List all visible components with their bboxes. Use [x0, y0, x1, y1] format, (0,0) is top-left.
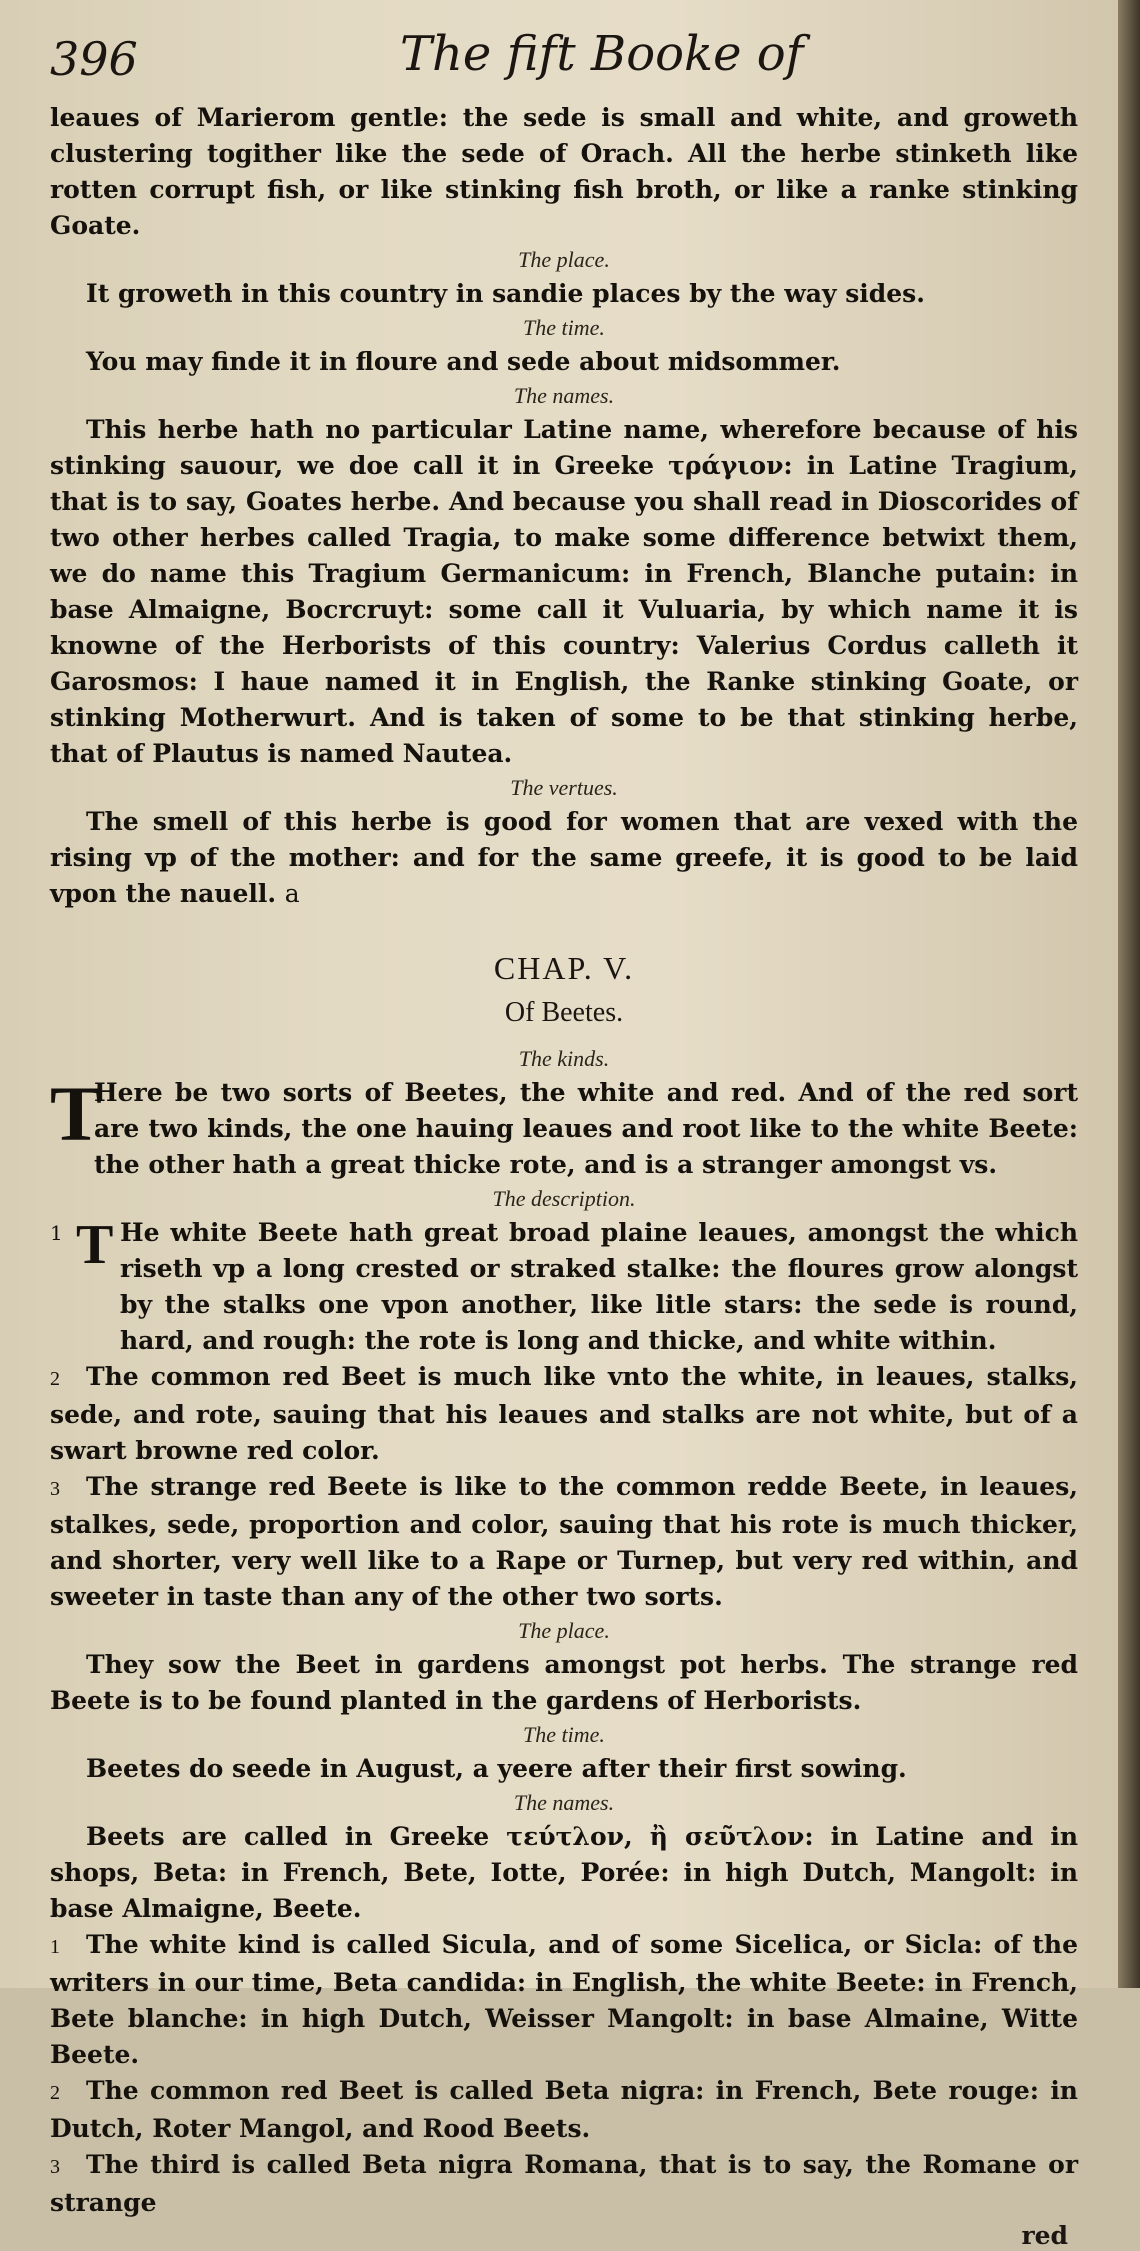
- chapter-title: Of Beetes.: [504, 997, 624, 1028]
- names-2-number: 2: [50, 2082, 60, 2104]
- chapter-label: CHAP. V.: [493, 950, 635, 986]
- chap-names-text: Beets are called in Greeke τεύτλον, ἢ σεῦτλον: in Latine and in shops, Beta: in French, Bete, Iotte, Porée: in high Dutch, Mangolt: in base Almaigne, Beete.: [50, 1822, 1078, 1923]
- names-3: [50, 2147, 1078, 2221]
- chap-names-heading: The names.: [513, 1790, 615, 1815]
- vertues-heading: The vertues.: [510, 775, 618, 800]
- names-1-text: The white kind is called Sicula, and of some Sicelica, or Sicla: of the writers in our time, Beta candida: in English, the white Beete: in French, Bete blanche: in high Dutch, Weisser Mangolt: in base Almaine, Witte Beete.: [50, 1930, 1078, 2069]
- chap-time-heading: The time.: [523, 1722, 605, 1747]
- names-heading: The names.: [513, 383, 615, 408]
- place-text: It groweth in this country in sandie places by the way sides.: [86, 279, 925, 308]
- time-text: You may finde it in floure and sede about midsommer.: [86, 347, 841, 376]
- section-intro: leaues of Marierom gentle: the sede is small and white, and groweth clustering togither like the sede of Orach. All the herbe stinketh like rotten corrupt fish, or like stinking fish broth, or like a ranke stinking Goate.: [50, 103, 1078, 240]
- description-heading: The description.: [492, 1186, 636, 1211]
- catchword: red: [1021, 2221, 1068, 2250]
- desc-1-number: 1: [50, 1221, 63, 1245]
- desc-3-text: The strange red Beete is like to the common redde Beete, in leaues, stalkes, sede, proportion and color, sauing that his rote is much thicker, and shorter, very well like to a Rape or Turnep, but very red within, and sweeter in taste than any of the other two sorts.: [50, 1472, 1078, 1611]
- names-2: [50, 2073, 1078, 2147]
- names-3-number: 3: [50, 2156, 60, 2178]
- desc-3-number: 3: [50, 1478, 60, 1500]
- chap-time-text: Beetes do seede in August, a yeere after their first sowing.: [86, 1754, 907, 1783]
- kinds-heading: The kinds.: [518, 1046, 610, 1071]
- desc-1-text: He white Beete hath great broad plaine leaues, amongst the which riseth vp a long crested or straked stalke: the floures grow alongst by the stalks one vpon another, like litle stars: the sede is round, hard, and rough: the rote is long and thicke, and white within.: [120, 1218, 1078, 1355]
- desc-2-text: The common red Beet is much like vnto the white, in leaues, stalks, sede, and rote, sauing that his leaues and stalks are not white, but of a swart browne red color.: [50, 1362, 1078, 1465]
- chap-place-text: They sow the Beet in gardens amongst pot herbs. The strange red Beete is to be found planted in the gardens of Herborists.: [50, 1650, 1078, 1715]
- vertues-text: [50, 804, 1078, 912]
- chap-place-heading: The place.: [518, 1618, 610, 1643]
- names-text: This herbe hath no particular Latine name, wherefore because of his stinking sauour, we doe call it in Greeke τράγιον: in Latine Tragium, that is to say, Goates herbe. And because you shall read in Dioscorides of two other herbes called Tragia, to make some difference betwixt them, we do name this Tragium Germanicum: in French, Blanche putain: in base Almaigne, Bocrcruyt: some call it Vuluaria, by which name it is knowne of the Herborists of this country: Valerius Cordus calleth it Garosmos: I haue named it in English, the Ranke stinking Goate, or stinking Motherwurt. And is taken of some to be that stinking herbe, that of Plautus is named Nautea.: [50, 415, 1078, 768]
- names-3-text: The third is called Beta nigra Romana, that is to say, the Romane or strange: [50, 2150, 1078, 2217]
- book-title: The fift Booke of: [400, 26, 804, 82]
- place-heading: The place.: [518, 247, 610, 272]
- drop-cap: T: [76, 1214, 114, 1276]
- description-2: [50, 1359, 1078, 1469]
- description-3: [50, 1469, 1078, 1615]
- description-1: [50, 1215, 1078, 1359]
- drop-cap: T: [50, 1070, 103, 1157]
- time-heading: The time.: [523, 315, 605, 340]
- names-1-number: 1: [50, 1936, 60, 1958]
- page-edge: [1118, 0, 1140, 1988]
- kinds-text: Here be two sorts of Beetes, the white and red. And of the red sort are two kinds, the one hauing leaues and root like to the white Beete: the other hath a great thicke rote, and is a stranger amongst vs.: [94, 1078, 1078, 1179]
- running-head: [50, 20, 1078, 100]
- vertues-body: The smell of this herbe is good for women that are vexed with the rising vp of the mother: and for the same greefe, it is good to be laid vpon the nauell.: [50, 807, 1078, 908]
- names-2-text: The common red Beet is called Beta nigra: in French, Bete rouge: in Dutch, Roter Mangol, and Rood Beets.: [50, 2076, 1078, 2143]
- marginal-letter: a: [284, 879, 300, 908]
- names-1: [50, 1927, 1078, 2073]
- desc-2-number: 2: [50, 1368, 60, 1390]
- page-number: 396: [50, 32, 138, 86]
- kinds-paragraph: [50, 1070, 1078, 1183]
